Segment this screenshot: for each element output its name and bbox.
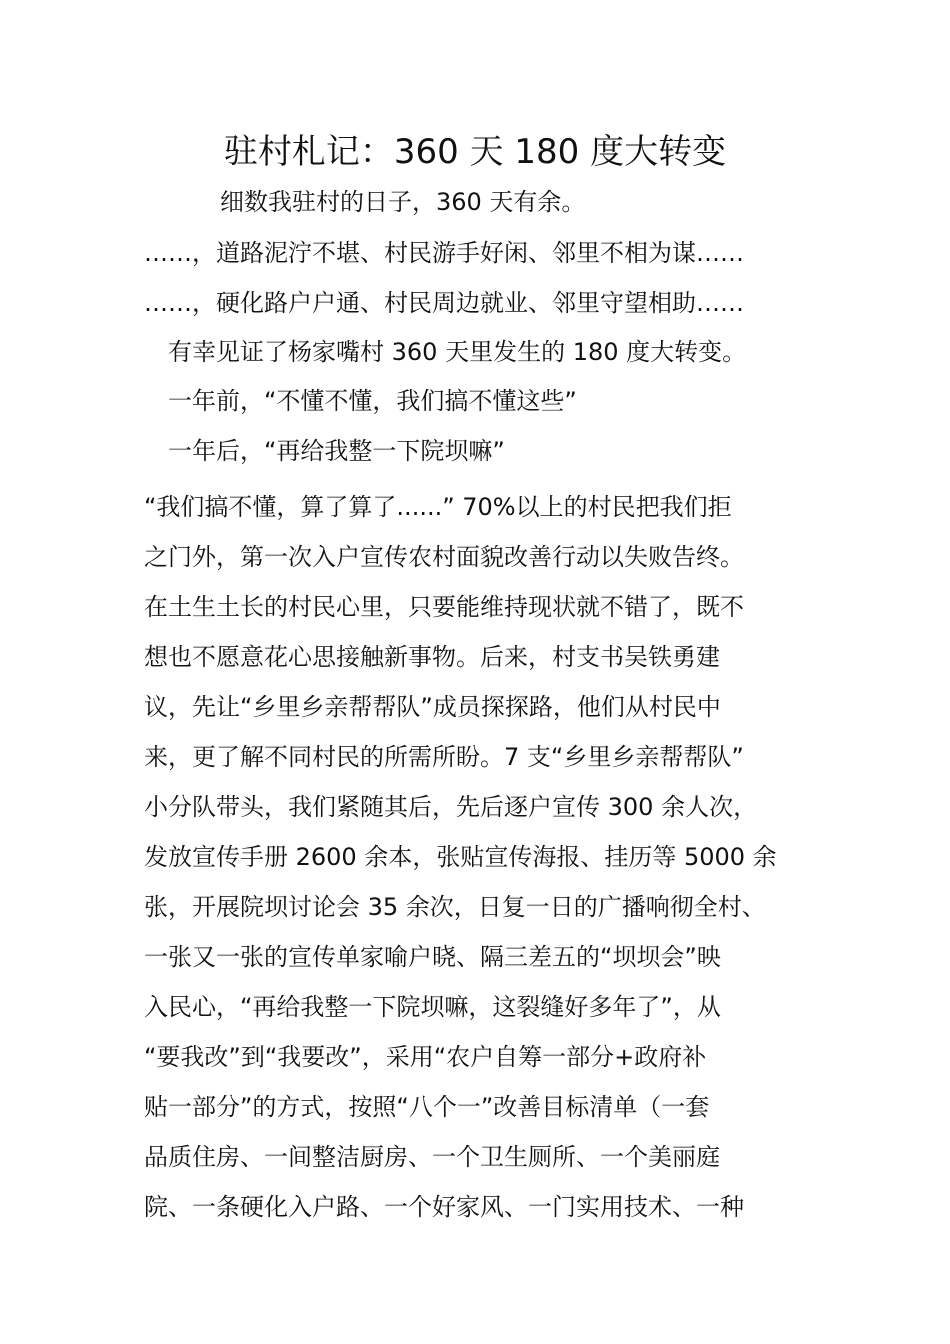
body-line: 想也不愿意花心思接触新事物。后来，村支书吴铁勇建: [144, 643, 720, 671]
body-line: 张，开展院坝讨论会 35 余次，日复一日的广播响彻全村、: [144, 893, 766, 921]
intro-line-6: 一年后，“再给我整一下院坝嘛”: [168, 437, 505, 465]
body-line: 一张又一张的宣传单家喻户晓、隔三差五的“坝坝会”映: [144, 943, 721, 971]
body-line: “我们搞不懂，算了算了......” 70%以上的村民把我们拒: [144, 493, 732, 521]
body-line: 贴一部分”的方式，按照“八个一”改善目标清单（一套: [144, 1093, 710, 1121]
body-line: 发放宣传手册 2600 余本，张贴宣传海报、挂历等 5000 余: [144, 843, 777, 871]
body-line: “要我改”到“我要改”，采用“农户自筹一部分+政府补: [144, 1043, 707, 1071]
body-line: 品质住房、一间整洁厨房、一个卫生厕所、一个美丽庭: [144, 1143, 720, 1171]
body-paragraph: [144, 482, 809, 1232]
body-line: 入民心，“再给我整一下院坝嘛，这裂缝好多年了”，从: [144, 993, 721, 1021]
document-title: 驻村札记：360 天 180 度大转变: [223, 132, 727, 172]
intro-line-5: 一年前，“不懂不懂，我们搞不懂这些”: [168, 387, 577, 415]
intro-line-4: 有幸见证了杨家嘴村 360 天里发生的 180 度大转变。: [168, 338, 747, 366]
body-line: 小分队带头，我们紧随其后，先后逐户宣传 300 余人次，: [144, 793, 758, 821]
body-line: 议，先让“乡里乡亲帮帮队”成员探探路，他们从村民中: [144, 693, 721, 721]
body-line: 之门外，第一次入户宣传农村面貌改善行动以失败告终。: [144, 543, 744, 571]
body-line: 来，更了解不同村民的所需所盼。7 支“乡里乡亲帮帮队”: [144, 743, 744, 771]
intro-line-2: ……，道路泥泞不堪、村民游手好闲、邻里不相为谋……: [144, 239, 744, 267]
body-line: 院、一条硬化入户路、一个好家风、一门实用技术、一种: [144, 1193, 744, 1221]
intro-line-1: 细数我驻村的日子，360 天有余。: [220, 188, 586, 216]
intro-line-3: ……，硬化路户户通、村民周边就业、邻里守望相助……: [144, 289, 744, 317]
body-line: 在土生土长的村民心里，只要能维持现状就不错了，既不: [144, 593, 744, 621]
